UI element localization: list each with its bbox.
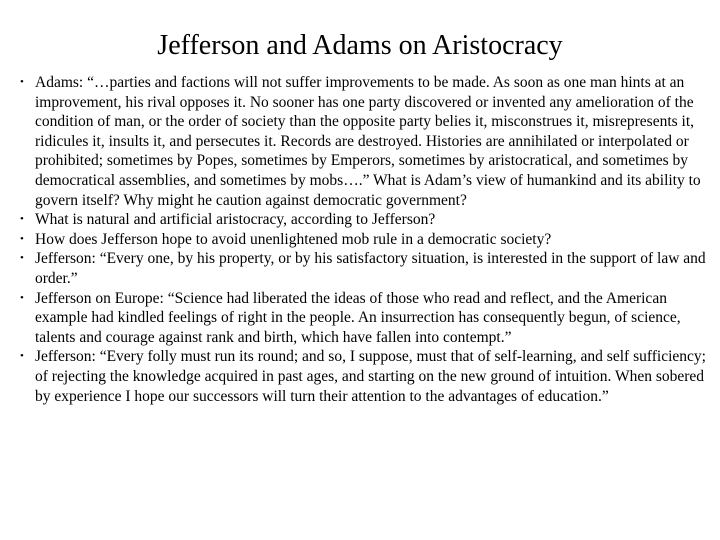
bullet-text: Jefferson on Europe: “Science had liberated the ideas of those who read and reflect, and the American example had kindled feelings of right in the people. An insurrection has consequently begun, of science, talents and courage against rank and birth, which have fallen into contempt.”: [35, 289, 681, 346]
bullet-icon: •: [20, 350, 24, 363]
bullet-item-3: [20, 230, 712, 250]
bullet-icon: •: [20, 291, 24, 304]
slide-title: Jefferson and Adams on Aristocracy: [157, 30, 563, 61]
bullet-icon: •: [20, 252, 24, 265]
bullet-item-5: [20, 289, 712, 348]
bullet-icon: •: [20, 76, 24, 88]
bullet-item-2: [20, 210, 712, 230]
bullet-text: Adams: “…parties and factions will not suffer improvements to be made. As soon as one man hints at an improvement, his rival opposes it. No sooner has one party discovered or invented any amelioration of the condition of man, or the order of society than the opposite party belies it, misconstrues it, misrepresents it, ridicules it, insults it, and persecutes it. Records are destroyed. Histories are annihilated or interpolated or prohibited; sometimes by Popes, sometimes by Emperors, sometimes by aristocratical, and sometimes by democratical assemblies, and sometimes by mobs….” What is Adam’s view of humankind and its ability to govern itself? Why might he caution against democratic government?: [35, 74, 701, 209]
bullet-text: Jefferson: “Every one, by his property, or by his satisfactory situation, is interested in the support of law and order.”: [35, 250, 706, 287]
bullet-item-1: [20, 73, 712, 210]
bullet-icon: •: [20, 213, 24, 226]
bullet-icon: •: [20, 232, 24, 245]
bullet-item-6: [20, 347, 712, 406]
bullet-item-4: [20, 249, 712, 288]
bullet-text: How does Jefferson hope to avoid unenlightened mob rule in a democratic society?: [35, 230, 552, 248]
bullet-list: [20, 73, 712, 406]
bullet-text: What is natural and artificial aristocracy, according to Jefferson?: [35, 211, 436, 229]
bullet-text: Jefferson: “Every folly must run its round; and so, I suppose, must that of self-learning, and self sufficiency; of rejecting the knowledge acquired in past ages, and starting on the new ground of intuition. When sobered by experience I hope our successors will turn their attention to the advantages of education.”: [35, 348, 706, 405]
